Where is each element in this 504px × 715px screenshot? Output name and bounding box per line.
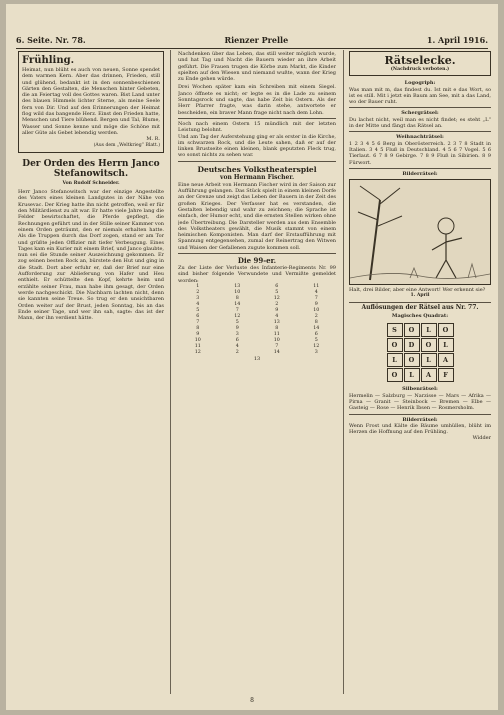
divider [178,161,336,162]
last-riddle-title: Bilderrätsel: [402,416,438,423]
ranks-cell: 5 [275,289,279,295]
ranks-cell: 4 [275,313,279,319]
poem-box [18,51,164,153]
magic-square-cell: O [438,323,454,337]
magic-square-cell: A [421,368,437,382]
poem-title: Frühling. [22,55,75,66]
ranks-cell: 10 [313,307,320,313]
riddle-1-title: Logogriph: [404,80,436,87]
magic-square-cell: O [387,338,403,352]
story-text: Herr Janco Stefanowitsch war der einzige Angestellte des Vaters eines kleinen Landgutes in der Nähe von Krusevac. Der Krieg hatte ihn nicht getroffen, weil er für den Militärdienst zu alt war. Er hatte viele Jahre lang die Felder bewirtschaftet, die Pferde gepflegt, die Rechnungen geführt und in der Stille seiner Kammer von einem Orden geträumt, den er niemals erhalten hatte. Als die Truppen durch das Dorf zogen, stand er am Tor und grüßte jeden Offizier mit tiefer Verbeugung. Eines Tages kam ein Kurier mit einem Brief, und Janco glaubte, nun sei die Stunde seiner Auszeichnung gekommen. Er zog seinen besten Rock an, bürstete den Hut und ging in die Stadt. Dort aber erfuhr er, daß der Brief nur eine Aufforderung zur Ablieferung von Hafer und Heu enthielt. Er schüttelte den Kopf, kehrte heim und erzählte seiner Frau, man habe ihm gesagt, der Orden werde nachgeschickt. Die Nachbarn lachten nicht, denn sie kannten seine Treue. So trug er den unsichtbaren Orden weiter auf der Brust, jeden Sonntag, bis an das Ende seiner Tage, und wer ihn sah, sagte: das ist der Mann, der ihn verdient hätte. [18,189,164,322]
section-title: Deutsches Volkstheaterspiel [197,164,317,174]
ranks-cell: 5 [314,337,318,343]
magic-square-cell: O [404,353,420,367]
ranks-cell: 13 [273,319,280,325]
divider [349,168,491,169]
magic-square-cell: L [387,353,403,367]
ranks-cell: 12 [273,295,280,301]
column-rule [170,50,171,694]
solutions-title: Auflösungen der Rätsel aus Nr. 77. [361,303,479,311]
ranks-cell: 2 [196,289,200,295]
ranks-cell: 10 [273,337,280,343]
section-text: Eine neue Arbeit von Hermann Fischer wird in der Saison zur Aufführung gelangen. Das Stück spielt in einem kleinen Dorfe an der Grenze und zeigt das Leben der Bauern in der Zeit des großen Krieges. Der Verfasser hat es verstanden, die Gestalten lebendig und wahr zu zeichnen; die Sprache ist einfach, der Humor echt, und die ernsten Stellen wirken ohne jede Übertreibung. Die Darsteller werden aus dem Ensemble des Volkstheaters gewählt, die Musik stammt von einem heimischen Komponisten. Man darf der Erstaufführung mit Spannung entgegensehen, zumal der Reinertrag den Witwen und Waisen der Gefallenen zugute kommen soll. [178,181,336,251]
ranks-cell: 8 [196,325,200,331]
ranks-cell: 9 [235,325,239,331]
story-author: Von Rudolf Schneider. [62,180,120,186]
column-right [349,51,491,694]
ranks-table [178,284,336,356]
ranks-cell: 2 [275,301,279,307]
column-rule [343,50,344,694]
divider [349,131,491,132]
ranks-cell: 6 [235,337,239,343]
ranks-cell: 8 [314,319,318,325]
picture-date: 1. April [410,293,430,299]
ranks-cell: 12 [313,343,320,349]
ranks-cell: 4 [314,289,318,295]
solution-title: Silbenrätsel: [402,386,438,393]
ranks-cell: 3 [196,295,200,301]
note-text: Drei Wochen später kam ein Schreiben mit einem Siegel. Janco öffnete es nicht; er legte es in die Lade zu seinem Sonntagsrock und sagte, das habe Zeit bis Ostern. Als der Herr Pfarrer fragte, was darin stehe, antwortete er bescheiden, ein braver Mann frage nicht nach dem Lohn. [178,84,336,116]
newspaper-page [6,4,498,710]
poem-source: (Aus dem „Weltkrieg“ Blatt.) [93,142,160,148]
ranks-cell: 4 [196,301,200,307]
ranks-cell: 9 [196,331,200,337]
magic-square-cell: A [438,353,454,367]
ranks-intro: Zu der Liste der Verluste des Infanterie-Regiments Nr. 99 sind bisher folgende Verwundete und Vermißte gemeldet worden: [178,265,336,284]
ranks-cell: 7 [275,343,279,349]
ranks-cell: 9 [314,301,318,307]
magic-square [349,323,491,382]
ranks-cell: 11 [273,331,280,337]
story-end: Noch nach einem Ostern 15 mündlich mit der letzten Leistung belohnt. [178,120,336,134]
riddle-2-text: Du lachst nicht, weil man es nicht findet; es steht „L“ in der Mitte und fängt das Rätsel an. [349,116,491,130]
picture-riddle-title: Bilderrätsel: [402,170,438,177]
ranks-cell: 8 [235,295,239,301]
last-riddle-text: Wenn Frost und Kälte die Bäume umhüllen, blüht im Herzen die Hoffnung auf den Frühling. [349,422,491,436]
ranks-cell: 3 [235,331,239,337]
magic-square-cell: L [421,353,437,367]
solution-text: Hermelin — Salzburg — Narzisse — Mars — Afrika — Pirna — Granit — Steinbock — Bremen — Elbe — Gasteig — Rose — Henrik Ibsen — Rosmersholm. [349,392,491,412]
divider [349,107,491,108]
magic-square-title: Magisches Quadrat: [391,313,449,320]
ranks-cell: 9 [275,307,279,313]
riddle-subtitle: (Nachdruck verboten.) [390,67,450,72]
intro-text: Nachdenken über das Leben, das still weiter möglich wurde, und hat Tag und Nacht die Bauern wieder an ihre Arbeit geführt. Die Frauen trugen die Körbe zum Markt, die Kinder spielten auf den Wiesen und niemand wußte, wann der Krieg zu Ende gehen würde. [178,51,336,83]
ranks-cell: 12 [234,313,241,319]
riddle-1-text: Was man mit m, das findest du. Ist mit e das Wort, so ist es still. Mit i jetzt ein Baum am See, mit a das Land, wo der Bauer ruht. [349,86,491,106]
ranks-cell: 11 [313,283,320,289]
section-subtitle: von Hermann Fischer. [219,173,295,181]
magic-square-cell: F [438,368,454,382]
ranks-cell: 2 [235,349,239,355]
divider [178,118,336,119]
column-left [18,51,164,694]
ranks-cell: 8 [275,325,279,331]
ranks-cell: 14 [273,349,280,355]
issue-date: 1. April 1916. [426,35,488,45]
newspaper-name: Rienzer Prelle [224,35,289,45]
magic-square-cell: L [421,323,437,337]
ranks-title: Die 99-er. [237,256,277,266]
divider [349,414,491,415]
page-footer: 8 [250,697,254,704]
riddle-title: Rätselecke. [384,54,456,67]
ranks-cell: 5 [196,307,200,313]
story-end-2: Und am Tag der Auferstehung ging er als erster in die Kirche, im schwarzen Rock, und die Leute sahen, daß er auf der linken Brustseite einen kleinen, blank geputzten Fleck trug, wo sonst nichts zu sehen war. [178,133,336,159]
story-title: Der Orden des Herrn Janco Stefanowitsch. [22,158,160,179]
magic-square-cell: S [387,323,403,337]
magic-square-cell: O [421,338,437,352]
ranks-cell: 5 [235,319,239,325]
ranks-cell: 14 [313,325,320,331]
ranks-cell: 1 [196,283,200,289]
ranks-cell: 3 [314,349,318,355]
ranks-cell: 2 [314,313,318,319]
riddle-2-title: Schergrätsel: [401,110,439,117]
magic-square-cell: L [404,368,420,382]
header-rule [16,48,488,49]
ranks-cell: 7 [235,307,239,313]
ranks-cell: 10 [194,337,201,343]
ranks-cell: 6 [196,313,200,319]
divider [349,302,491,303]
poem-text: Heimat, nun blüht es auch von neuen, Sonne spendet dem warmen Kern. Aber das drinnen, Frieden, still und glühend, bedankt ist in den sonnenbeschienen Gärten den Gestalten, die Menschen hinter Gebeten, die an Feiertag voll des Gottes waren. Bist Land unter des blauen Himmels lichter Sterne, als meine Seele fern von Dir. Und auf den Erinnerungen der Heimat flog wild das bangende Herz. Einst den Frieden hatte, Menschen und Tiere blühend. Bergen und Tal, Blume, Wasser und Sonne kenne und möge die Schöne mit aller Güte als Gebet lebendig werden. [22,67,160,136]
riddle-3-text: 1 2 3 4 5 6 Berg in Oberösterreich. 2 3 7 8 Stadt in Italien. 3 4 5 Fluß in Deutschland. 4 5 6 7 Vogel. 5 6 Tierlaut. 6 7 8 9 Gebirge. 7 8 9 Fluß in Sibirien. 8 9 Fürwort. [349,140,491,166]
ranks-cell: 10 [234,289,241,295]
divider [178,253,336,254]
ranks-total: 13 [253,355,261,362]
page-number: 6. Seite. Nr. 78. [16,35,86,45]
riddle-header [349,51,491,76]
ranks-cell: 12 [194,349,201,355]
picture-riddle-image [349,179,491,285]
magic-square-cell: O [404,323,420,337]
magic-square-cell: D [404,338,420,352]
ranks-cell: 14 [234,301,241,307]
ranks-cell: 7 [314,295,318,301]
ranks-cell: 6 [314,331,318,337]
page-header [16,34,488,46]
column-middle [178,51,336,694]
picture-caption: Halt, drei Bilder, aber eine Antwort! Wer erkennt sie? [349,287,486,294]
ranks-cell: 11 [194,343,201,349]
tree-scene-illustration [350,180,490,284]
ranks-cell: 6 [275,283,279,289]
ranks-cell: 4 [235,343,239,349]
ranks-cell: 13 [234,283,241,289]
last-riddle-signature: Widder [472,435,491,442]
riddle-3-title: Weihnachträtsel: [396,134,444,141]
poem-signature: M. R. [146,136,160,143]
ranks-cell: 7 [196,319,200,325]
magic-square-cell: O [387,368,403,382]
magic-square-cell: L [438,338,454,352]
